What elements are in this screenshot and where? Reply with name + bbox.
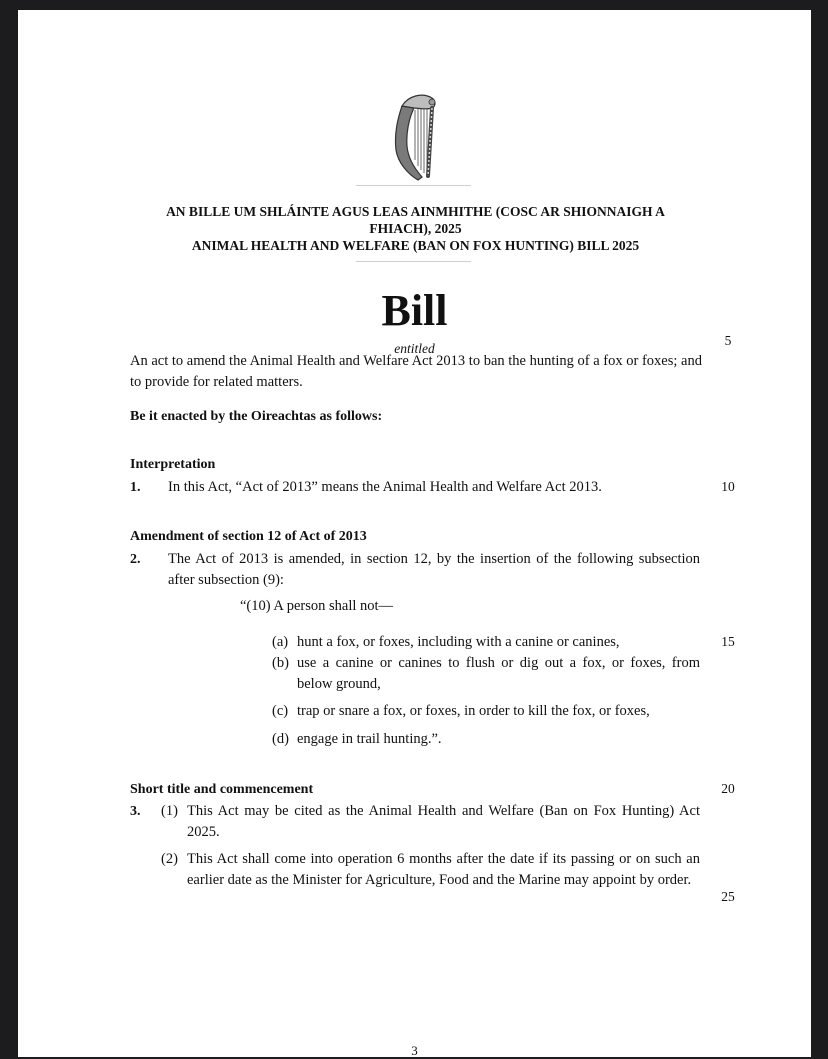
para-b-text: use a canine or canines to flush or dig out a fox, or foxes, from below ground, xyxy=(297,655,700,692)
irish-title-line-1: AN BILLE UM SHLÁINTE AGUS LEAS AINMHITHE (COSC AR SHIONNAIGH A xyxy=(166,204,665,219)
subsection-10-intro: “(10) A person shall not— xyxy=(240,598,394,614)
section-2-number: 2. xyxy=(130,552,141,567)
document-page xyxy=(18,10,811,1057)
enacting-formula: Be it enacted by the Oireachtas as follows: xyxy=(130,409,383,424)
line-number-15: 15 xyxy=(721,634,735,649)
bill-title-irish xyxy=(118,203,713,237)
bill-title-english: ANIMAL HEALTH AND WELFARE (BAN ON FOX HUNTING) BILL 2025 xyxy=(191,238,640,253)
para-d-label: (d) xyxy=(272,731,289,747)
subsection-1-label: (1) xyxy=(161,803,178,819)
section-3-number: 3. xyxy=(130,804,141,819)
long-title: An act to amend the Animal Health and Welfare Act 2013 to ban the hunting of a fox or foxes; and to provide for related matters. xyxy=(130,353,702,390)
para-c-text: trap or snare a fox, or foxes, in order to kill the fox, or foxes, xyxy=(297,703,650,719)
section-1-number: 1. xyxy=(130,480,141,495)
subsection-1-text: This Act may be cited as the Animal Health and Welfare (Ban on Fox Hunting) Act 2025. xyxy=(187,803,700,840)
bill-heading: Bill xyxy=(381,286,448,335)
top-divider xyxy=(356,185,471,186)
line-number-25: 25 xyxy=(721,889,735,904)
bottom-divider xyxy=(356,261,471,262)
irish-title-line-2: FHIACH), 2025 xyxy=(369,221,462,236)
para-c-label: (c) xyxy=(272,703,289,719)
para-a-label: (a) xyxy=(272,634,289,650)
subsection-2-label: (2) xyxy=(161,851,178,867)
section-1-text: In this Act, “Act of 2013” means the Animal Health and Welfare Act 2013. xyxy=(168,479,602,495)
section-3-heading: Short title and commencement xyxy=(130,782,314,797)
para-a-text: hunt a fox, or foxes, including with a canine or canines, xyxy=(297,634,620,650)
page-number: 3 xyxy=(411,1043,418,1058)
section-2-text: The Act of 2013 is amended, in section 12, by the insertion of the following subsection after subsection (9): xyxy=(168,551,700,588)
subsection-2-text: This Act shall come into operation 6 months after the date if its passing or on such an earlier date as the Minister for Agriculture, Food and the Marine may appoint by order. xyxy=(187,851,700,888)
harp-crest-icon xyxy=(388,88,440,183)
para-b-label: (b) xyxy=(272,655,289,671)
line-number-20: 20 xyxy=(721,781,735,796)
entitled-label: entitled xyxy=(394,341,435,356)
line-number-5: 5 xyxy=(724,333,732,348)
section-2-heading: Amendment of section 12 of Act of 2013 xyxy=(130,529,367,544)
section-1-heading: Interpretation xyxy=(130,457,216,472)
para-d-text: engage in trail hunting.”. xyxy=(297,731,442,747)
line-number-10: 10 xyxy=(721,479,735,494)
